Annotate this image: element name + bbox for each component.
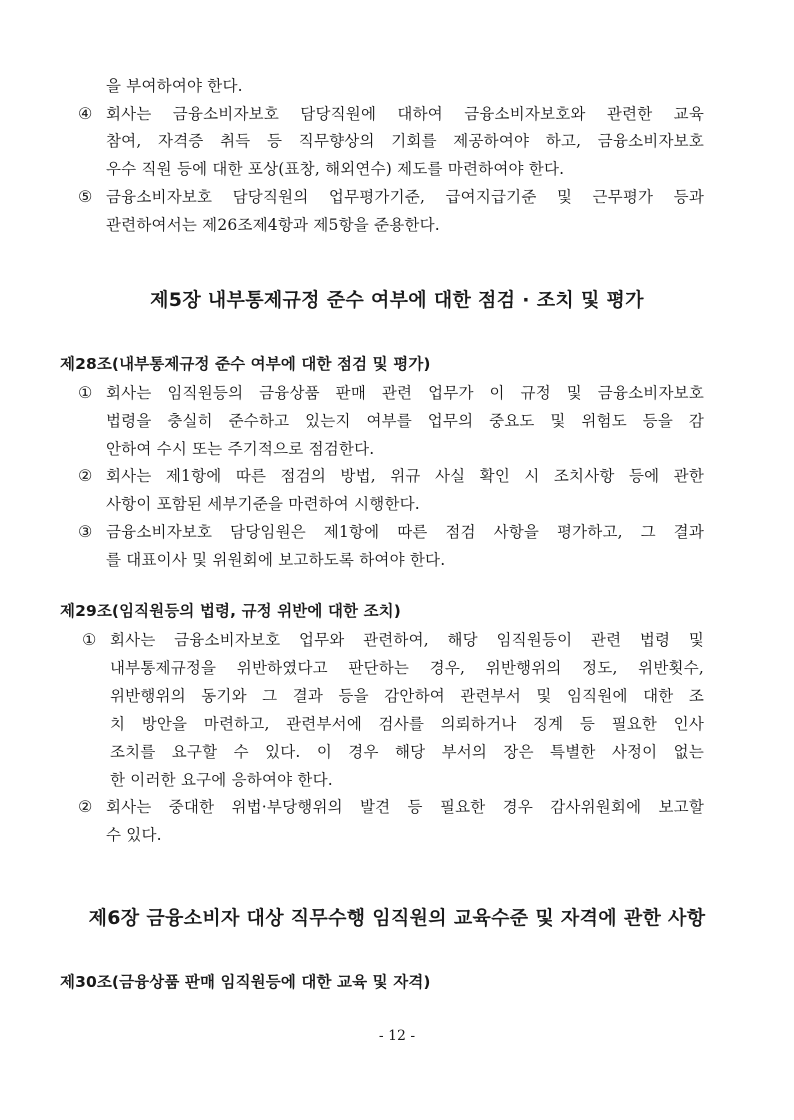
paragraph-line: 를 대표이사 및 위원회에 보고하도록 하여야 한다. [106,551,446,569]
item-number: ① [78,383,93,402]
article-heading: 제30조(금융상품 판매 임직원등에 대한 교육 및 자격) [60,973,431,991]
item-number: ③ [78,522,93,541]
item-number: ⑤ [78,187,93,206]
paragraph-line: 우수 직원 등에 대한 포상(표창, 해외연수) 제도를 마련하여야 한다. [106,160,565,178]
paragraph-line: 내부통제규정을 위반하였다고 판단하는 경우, 위반행위의 정도, 위반횟수, [110,659,704,677]
paragraph-line: 회사는 임직원등의 금융상품 판매 관련 업무가 이 규정 및 금융소비자보호 [106,384,704,402]
article-heading: 제29조(임직원등의 법령, 규정 위반에 대한 조치) [60,602,401,620]
paragraph-line: 위반행위의 동기와 그 결과 등을 감안하여 관련부서 및 임직원에 대한 조 [110,687,704,705]
paragraph-line: 회사는 중대한 위법·부당행위의 발견 등 필요한 경우 감사위원회에 보고할 [106,798,704,816]
paragraph-line: 치 방안을 마련하고, 관련부서에 검사를 의뢰하거나 징계 등 필요한 인사 [110,715,704,733]
paragraph-line: 조치를 요구할 수 있다. 이 경우 해당 부서의 장은 특별한 사정이 없는 [110,743,704,761]
item-number: ② [78,466,93,485]
chapter-heading: 제6장 금융소비자 대상 직무수행 임직원의 교육수준 및 자격에 관한 사항 [88,907,706,929]
paragraph-line: 금융소비자보호 담당임원은 제1항에 따른 점검 사항을 평가하고, 그 결과 [106,523,704,541]
item-number: ① [82,630,97,649]
item-number: ② [78,797,93,816]
paragraph-line: 사항이 포함된 세부기준을 마련하여 시행한다. [106,495,420,513]
paragraph-line: 회사는 금융소비자보호 담당직원에 대하여 금융소비자보호와 관련한 교육 [106,105,704,123]
paragraph-line: 법령을 충실히 준수하고 있는지 여부를 업무의 중요도 및 위험도 등을 감 [106,412,704,430]
page-number: - 12 - [378,1028,416,1044]
paragraph-line: 을 부여하여야 한다. [106,77,243,95]
paragraph-line: 한 이러한 요구에 응하여야 한다. [110,771,333,789]
chapter-heading: 제5장 내부통제규정 준수 여부에 대한 점검 · 조치 및 평가 [150,289,644,311]
paragraph-line: 금융소비자보호 담당직원의 업무평가기준, 급여지급기준 및 근무평가 등과 [106,188,704,206]
paragraph-line: 참여, 자격증 취득 등 직무향상의 기회를 제공하여야 하고, 금융소비자보호 [106,132,704,150]
article-heading: 제28조(내부통제규정 준수 여부에 대한 점검 및 평가) [60,355,431,373]
paragraph-line: 수 있다. [106,826,162,844]
item-number: ④ [78,104,93,123]
paragraph-line: 관련하여서는 제26조제4항과 제5항을 준용한다. [106,216,440,234]
paragraph-line: 안하여 수시 또는 주기적으로 점검한다. [106,440,375,458]
paragraph-line: 회사는 금융소비자보호 업무와 관련하여, 해당 임직원등이 관련 법령 및 [110,631,704,649]
paragraph-line: 회사는 제1항에 따른 점검의 방법, 위규 사실 확인 시 조치사항 등에 관한 [106,467,704,485]
